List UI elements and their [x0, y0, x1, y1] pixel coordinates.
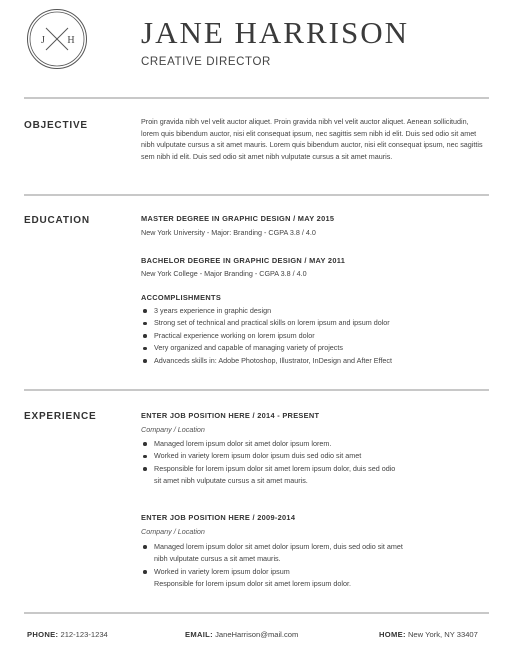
- divider: [24, 194, 489, 196]
- list-item: Advanceds skills in: Adobe Photoshop, Illustrator, InDesign and After Effect: [141, 355, 486, 367]
- accomplishments-list: [141, 305, 486, 367]
- job-position: ENTER JOB POSITION HERE / 2014 - PRESENT: [141, 411, 320, 420]
- phone-label: PHONE:: [27, 630, 59, 639]
- list-item: Worked in variety lorem ipsum dolor ipsum: [141, 566, 486, 578]
- job-company: Company / Location: [141, 527, 205, 536]
- list-item: Worked in variety lorem ipsum dolor ipsum duis sed odio sit amet: [141, 450, 486, 462]
- list-item-continuation: sit amet nibh vulputate cursus a sit amet mauris.: [154, 476, 308, 486]
- degree-details: New York College - Major Branding - CGPA 3.8 / 4.0: [141, 269, 307, 278]
- phone-value: 212-123-1234: [60, 630, 108, 639]
- home-value: New York, NY 33407: [407, 630, 478, 639]
- section-title-education: EDUCATION: [24, 215, 90, 226]
- job-duties-list: [141, 541, 486, 591]
- divider: [24, 389, 489, 391]
- candidate-name: JANE HARRISON: [141, 15, 409, 50]
- divider: [24, 612, 489, 614]
- accomplishments-title: ACCOMPLISHMENTS: [141, 293, 222, 302]
- list-item-continuation: nibh vulputate cursus a sit amet mauris.: [154, 554, 281, 564]
- email-label: EMAIL:: [185, 630, 213, 639]
- list-item: Practical experience working on lorem ipsum dolor: [141, 330, 486, 342]
- list-item: 3 years experience in graphic design: [141, 305, 486, 317]
- job-duties-list: [141, 438, 486, 488]
- footer-email: [185, 630, 298, 639]
- list-item: Managed lorem ipsum dolor sit amet dolor ipsum lorem, duis sed odio sit amet: [141, 541, 486, 553]
- list-item: Managed lorem ipsum dolor sit amet dolor ipsum lorem.: [141, 438, 486, 450]
- job-company: Company / Location: [141, 425, 205, 434]
- email-value: JaneHarrison@mail.com: [215, 630, 299, 639]
- job-position: ENTER JOB POSITION HERE / 2009-2014: [141, 513, 296, 522]
- monogram-letter-right: H: [67, 35, 75, 46]
- degree-details: New York University - Major: Branding - CGPA 3.8 / 4.0: [141, 228, 316, 237]
- candidate-role: CREATIVE DIRECTOR: [141, 56, 271, 68]
- section-title-experience: EXPERIENCE: [24, 411, 97, 422]
- list-item-continuation: Responsible for lorem ipsum dolor sit amet lorem ipsum dolor.: [154, 579, 351, 589]
- home-label: HOME:: [379, 630, 406, 639]
- divider: [24, 97, 489, 99]
- list-item: Strong set of technical and practical skills on lorem ipsum and ipsum dolor: [141, 317, 486, 329]
- list-item: Responsible for lorem ipsum dolor sit amet lorem ipsum dolor, duis sed odio: [141, 463, 486, 475]
- list-item: Very organized and capable of managing variety of projects: [141, 342, 486, 354]
- monogram-letter-left: J: [41, 35, 45, 46]
- degree-title: BACHELOR DEGREE IN GRAPHIC DESIGN / MAY 2011: [141, 256, 346, 265]
- footer-phone: [27, 630, 108, 639]
- monogram-logo: [26, 8, 88, 70]
- footer-home: [379, 630, 478, 639]
- section-title-objective: OBJECTIVE: [24, 120, 88, 131]
- degree-title: MASTER DEGREE IN GRAPHIC DESIGN / MAY 2015: [141, 214, 335, 223]
- objective-text: Proin gravida nibh vel velit auctor aliquet. Proin gravida nibh vel velit auctor aliquet. Aenean sollicitudin, lorem quis bibendum auctor, nisi elit consequat ipsum, nec sagittis sem nibh id elit. Duis sed odio sit amet nibh vulputate cursus a sit amet mauris. Lorem quis bibendum auctor, nisi elit consequat ipsum, nec sagittis sem nibh id elit. Duis sed odio sit amet nibh vulputate cursus a sit amet mauris.: [141, 117, 483, 162]
